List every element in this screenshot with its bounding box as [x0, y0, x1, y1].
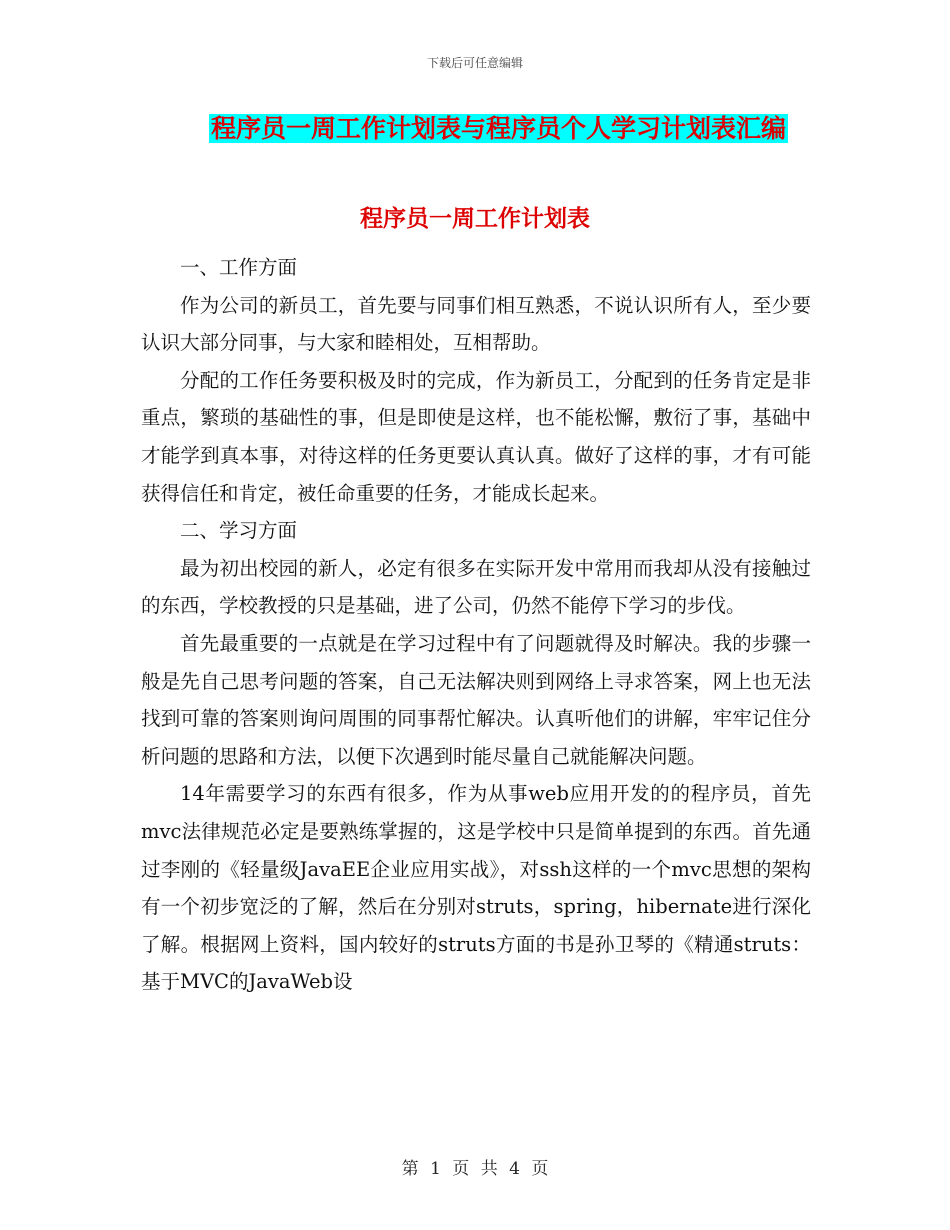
paragraph: 分配的工作任务要积极及时的完成，作为新员工，分配到的任务肯定是非重点，繁琐的基础性的事，但是即使是这样，也不能松懈，敷衍了事，基础中才能学到真本事，对待这样的任务更要认真认真。做好了这样的事，才有可能获得信任和肯定，被任命重要的任务，才能成长起来。	[141, 368, 811, 505]
document-title-text: 程序员一周工作计划表与程序员个人学习计划表汇编	[210, 114, 786, 143]
paragraph: 作为公司的新员工，首先要与同事们相互熟悉，不说认识所有人，至少要认识大部分同事，与大家和睦相处，互相帮助。	[141, 293, 811, 355]
header-note: 下载后可任意编辑	[426, 56, 523, 70]
document-title	[195, 112, 802, 146]
section-title: 程序员一周工作计划表	[360, 205, 590, 232]
paragraph: 14年需要学习的东西有很多，作为从事web应用开发的的程序员，首先mvc法律规范必定是要熟练掌握的，这是学校中只是简单提到的东西。首先通过李刚的《轻量级JavaEE企业应用实战》，对ssh这样的一个mvc思想的架构有一个初步宽泛的了解，然后在分别对struts，spring，hibernate进行深化了解。根据网上资料，国内较好的struts方面的书是孙卫琴的《精通struts：基于MVC的JavaWeb设	[141, 782, 811, 994]
paragraph: 首先最重要的一点就是在学习过程中有了问题就得及时解决。我的步骤一般是先自己思考问题的答案，自己无法解决则到网络上寻求答案，网上也无法找到可靠的答案则询问周围的同事帮忙解决。认真听他们的讲解，牢牢记住分析问题的思路和方法，以便下次遇到时能尽量自己就能解决问题。	[141, 631, 811, 768]
heading-work: 一、工作方面	[180, 256, 298, 279]
document-body	[141, 249, 811, 1001]
heading-study: 二、学习方面	[180, 519, 298, 543]
paragraph: 最为初出校园的新人，必定有很多在实际开发中常用而我却从没有接触过的东西，学校教授的只是基础，进了公司，仍然不能停下学习的步伐。	[141, 556, 811, 618]
page-number: 第 1 页 共 4 页	[401, 1159, 549, 1179]
